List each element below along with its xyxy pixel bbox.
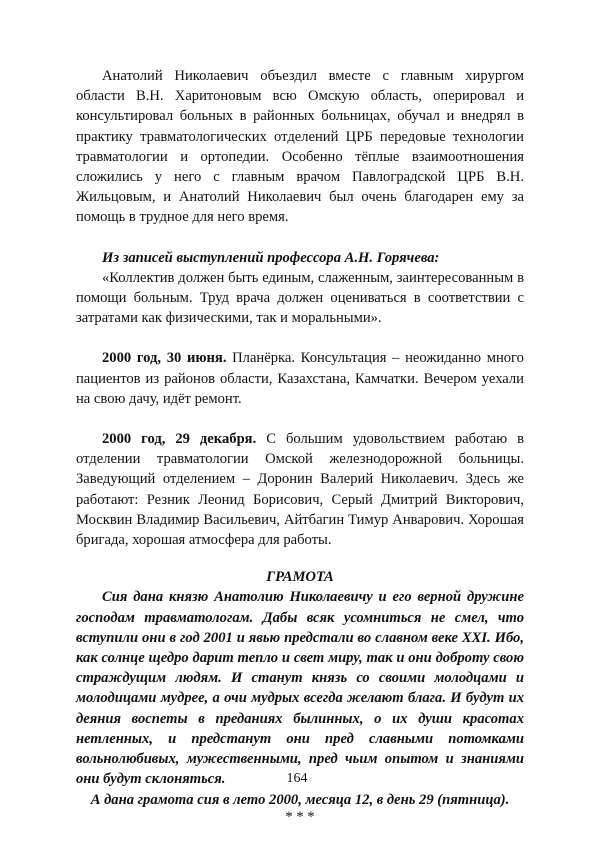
entry-date: 2000 год, 29 декабря. [102, 431, 257, 448]
gramota-title: ГРАМОТА [266, 569, 334, 586]
quote-heading: Из записей выступлений профессора А.Н. Горячева: [102, 249, 440, 266]
diary-entry-june [76, 348, 524, 409]
paragraph-intro: Анатолий Николаевич объездил вместе с главным хирургом области В.Н. Харитоновым всю Омскую область, оперировал и консультировал больных в районных больницах, обучал и внедрял в практику травматологических отделений ЦРБ передовые технологии травматологии и ортопедии. Особенно тёплые взаимоотношения сложились у него с главным врачом Павлоградской ЦРБ В.Н. Жильцовым, и Анатолий Николаевич был очень благодарен ему за помощь в трудное для него время. [76, 68, 524, 226]
section-separator: * * * [285, 808, 315, 825]
gramota-text: Сия дана князю Анатолию Николаевичу и его верной дружине господам травматологам. Дабы всяк усомниться не смел, что вступили они в год 2001 и явью предстали во славном веке XXI. Ибо, как солнце щедро дарит тепло и свет миру, так и они доброту свою страждущим людям. И станут князь со своими молодцами и молодицами мудрее, а очи мудрых всегда желают блага. И будут их деяния воспеты в преданиях былинных, о их души красотах нетленных, и предстанут они пред славными потомками вольнолюбивых, мужественными, пред чьим опытом и знаниями они будут склоняться. [76, 589, 524, 788]
entry-date: 2000 год, 30 июня. [102, 350, 227, 367]
quote-text: «Коллектив должен быть единым, слаженным, заинтересованным в помощи больным. Труд врача должен оцениваться в соответствии с затратами как физическими, так и моральными». [76, 269, 524, 327]
diary-entry-december [76, 429, 524, 550]
page-number: 164 [286, 771, 308, 786]
entry-text: Планёрка. Консультация – неожиданно много пациентов из районов области, Казахстана, Камчатки. Вечером уехали на свою дачу, идёт ремонт. [76, 350, 524, 407]
entry-text: С большим удовольствием работаю в отделении травматологии Омской железнодорожной больницы. Заведующий отделением – Доронин Валерий Николаевич. Здесь же работают: Резник Леонид Борисович, Серый Дмитрий Викторович, Москвин Владимир Васильевич, Айтбагин Тимур Анварович. Хорошая бригада, хорошая атмосфера для работы. [76, 431, 525, 549]
page-body [76, 66, 524, 824]
gramota-date: А дана грамота сия в лето 2000, месяца 12, в день 29 (пятница). [90, 791, 510, 808]
